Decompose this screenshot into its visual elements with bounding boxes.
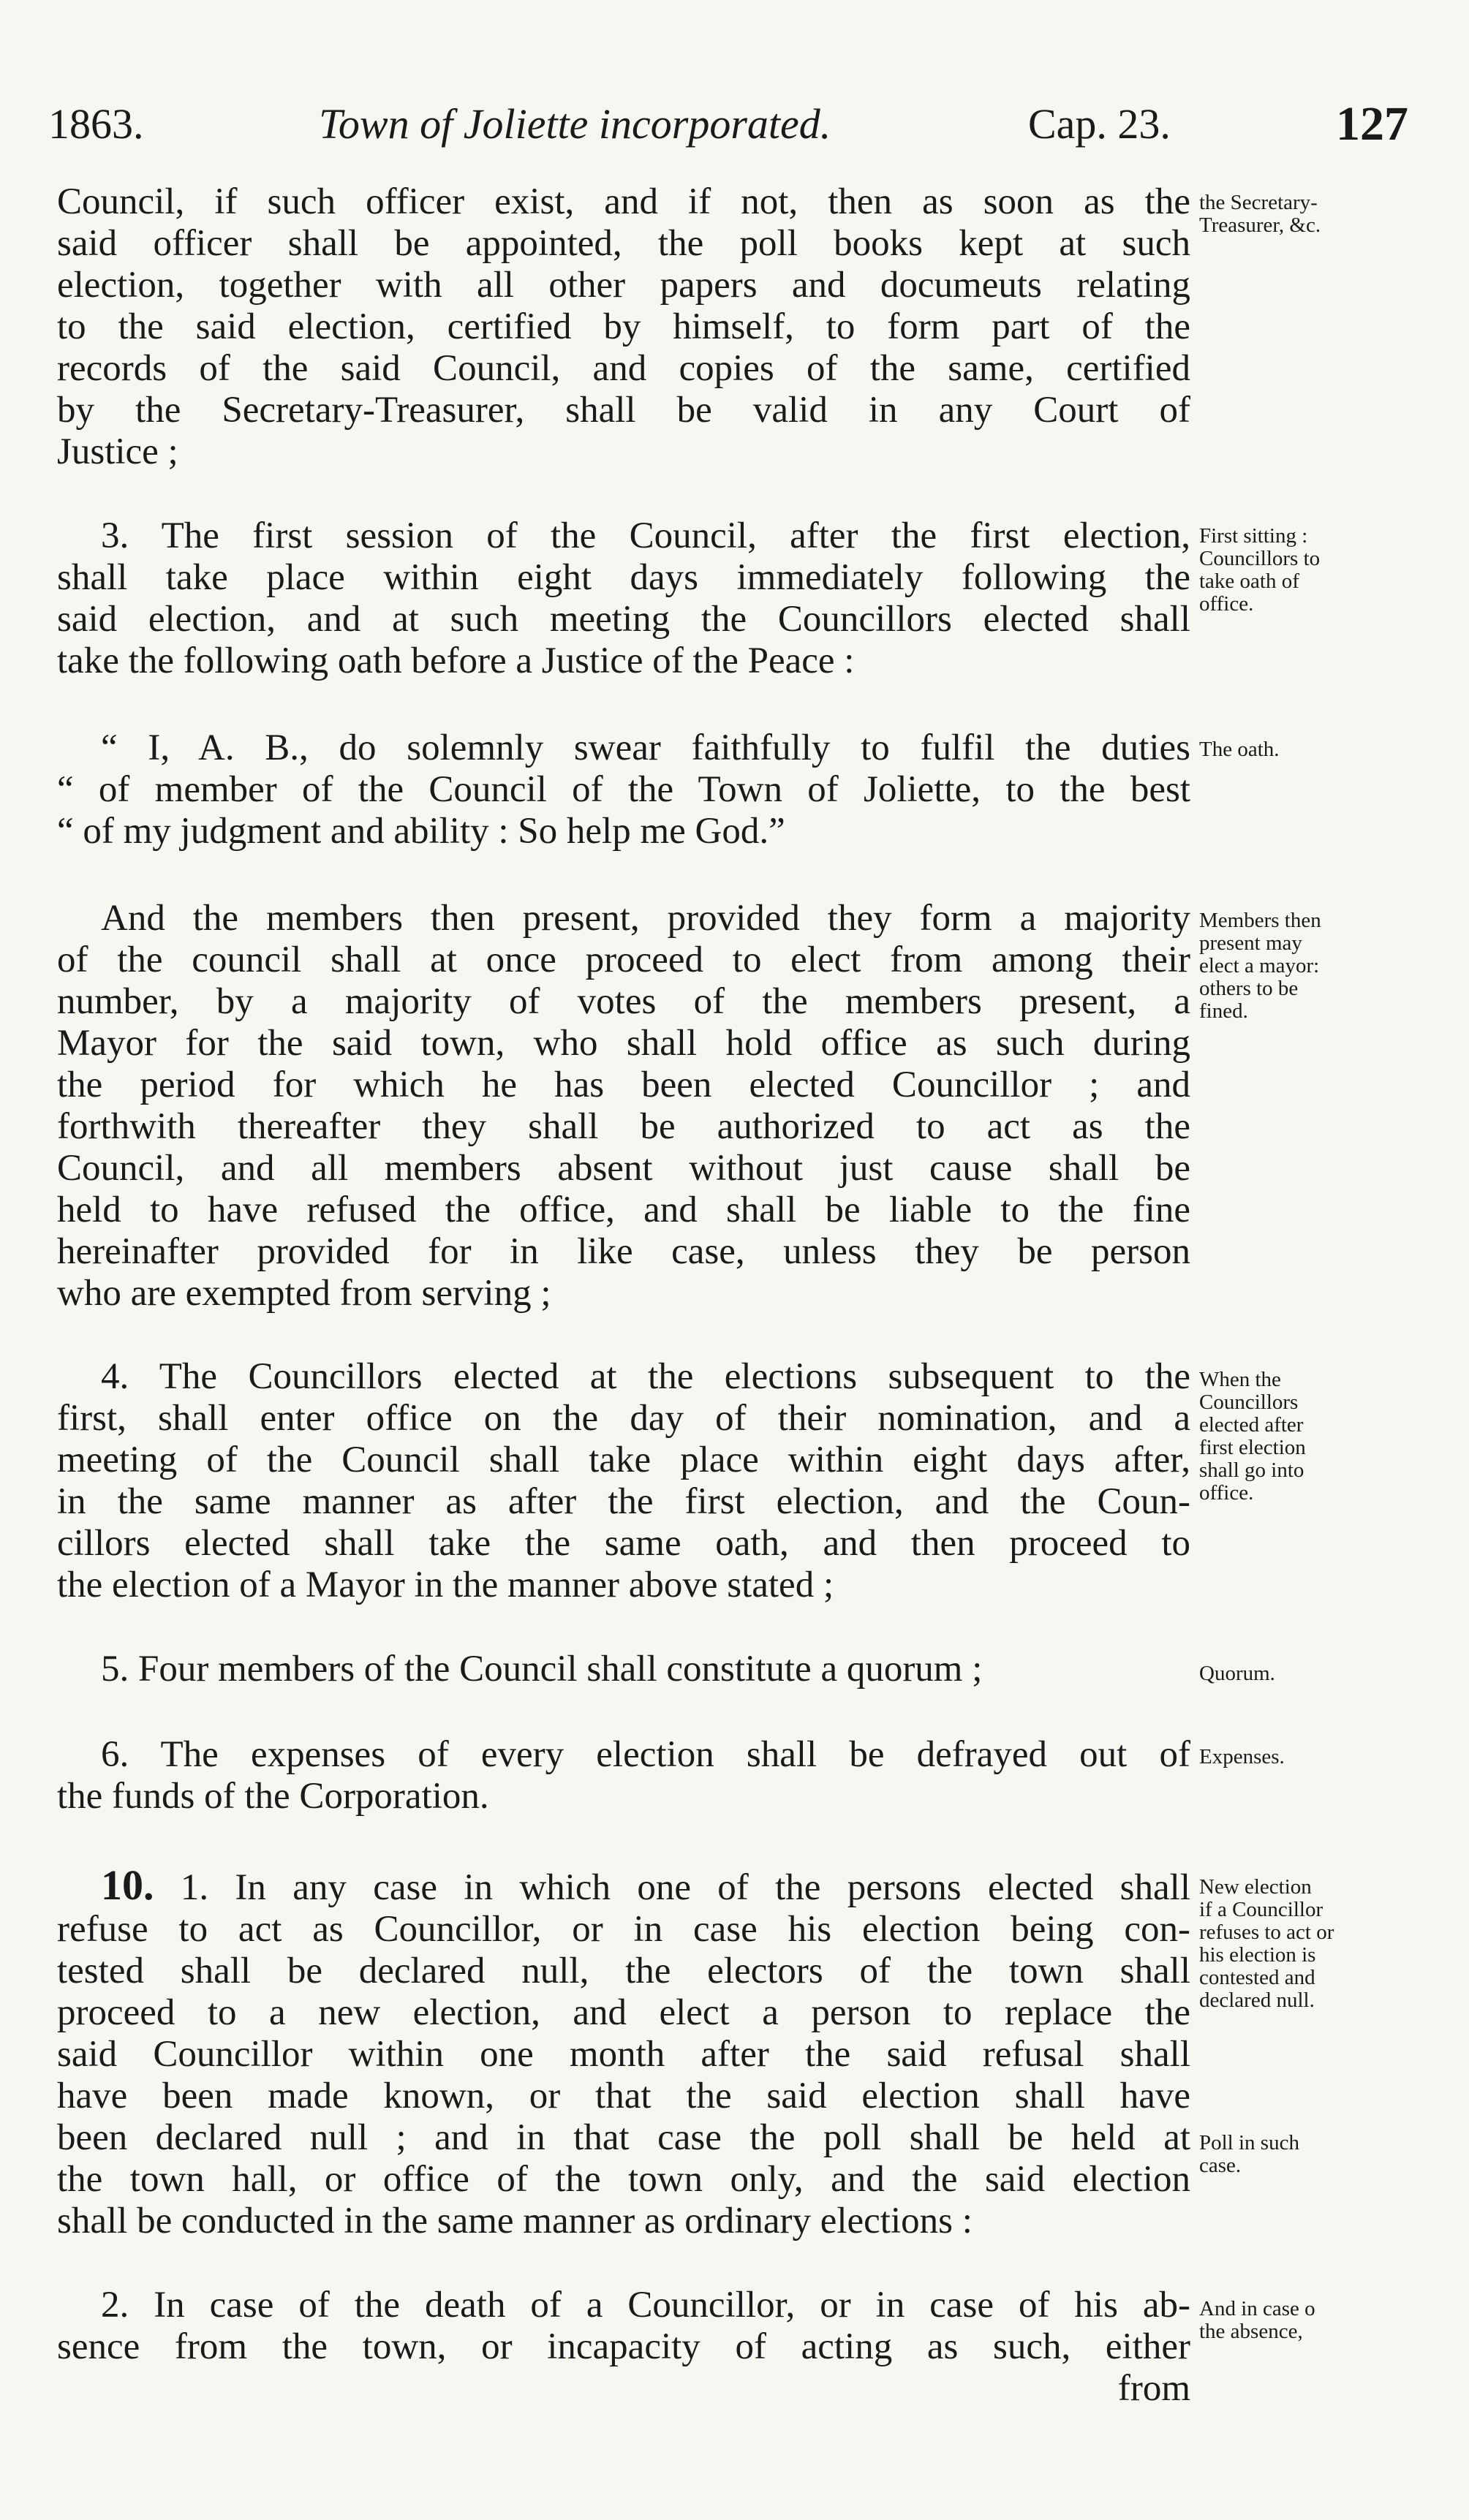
text-line: the funds of the Corporation. <box>57 1776 489 1817</box>
text-line: number, by a majority of votes of the members present, a <box>57 981 1190 1022</box>
paragraph-oath <box>57 727 1190 852</box>
text-line: said election, and at such meeting the Councillors elected shall <box>57 599 1190 640</box>
header-title: Town of Joliette incorporated. <box>319 100 831 148</box>
note-line: if a Councillor <box>1199 1898 1323 1921</box>
paragraph-section-3 <box>57 515 1190 682</box>
text-line: forthwith thereafter they shall be authorized to act as the <box>57 1106 1190 1147</box>
text-line: records of the said Council, and copies of the same, certified <box>57 348 1190 389</box>
note-line: contested and <box>1199 1966 1315 1989</box>
section-number: 10. <box>101 1861 154 1909</box>
paragraph-section-10 <box>57 1861 1190 2242</box>
note-line: First sitting : <box>1199 524 1308 548</box>
text-line: “ of my judgment and ability : So help me God.” <box>57 811 785 852</box>
paragraph-section-6 <box>57 1734 1190 1817</box>
text-line: “ of member of the Council of the Town of Joliette, to the best <box>57 769 1190 810</box>
note-line: declared null. <box>1199 1989 1315 2012</box>
note-line: present may <box>1199 931 1302 955</box>
header-year: 1863. <box>48 100 144 148</box>
paragraph-section-4 <box>57 1356 1190 1606</box>
text-line: 5. Four members of the Council shall constitute a quorum ; <box>101 1649 983 1690</box>
text-line: meeting of the Council shall take place within eight days after, <box>57 1439 1190 1480</box>
text-line: said Councillor within one month after the said refusal shall <box>57 2034 1190 2075</box>
text-line: been declared null ; and in that case the poll shall be held at <box>57 2117 1190 2158</box>
note-line: The oath. <box>1199 738 1280 761</box>
margin-note <box>1199 2298 1419 2343</box>
text-line: by the Secretary-Treasurer, shall be valid in any Court of <box>57 390 1190 431</box>
text-line: who are exempted from serving ; <box>57 1273 551 1314</box>
paragraph-members-present <box>57 898 1190 1314</box>
note-line: When the <box>1199 1368 1281 1391</box>
margin-note <box>1199 1369 1419 1505</box>
text-line: the election of a Mayor in the manner above stated ; <box>57 1564 834 1605</box>
margin-note <box>1199 1662 1419 1685</box>
header-chapter: Cap. 23. <box>1028 100 1171 148</box>
note-line: elected after <box>1199 1413 1304 1437</box>
text-line: sence from the town, or incapacity of acting as such, either <box>57 2326 1190 2367</box>
note-line: Treasurer, &c. <box>1199 213 1321 237</box>
text-line: 3. The first session of the Council, after the first election, <box>101 515 1190 556</box>
text-line: take the following oath before a Justice of the Peace : <box>57 640 855 681</box>
note-line: elect a mayor: <box>1199 954 1320 977</box>
text-line <box>57 1861 1190 1909</box>
note-line: first election <box>1199 1436 1306 1459</box>
margin-note <box>1199 1876 1419 2012</box>
note-line: office. <box>1199 1481 1254 1505</box>
margin-note <box>1199 525 1419 616</box>
note-line: Expenses. <box>1199 1745 1285 1768</box>
paragraph-continuation <box>57 181 1190 473</box>
text-line: shall be conducted in the same manner as ordinary elections : <box>57 2201 973 2241</box>
text-fragment: 1. In any case in which one of the persons elected shall <box>180 1867 1190 1908</box>
text-line: “ I, A. B., do solemnly swear faithfully to fulfil the duties <box>101 727 1190 768</box>
note-line: the Secretary- <box>1199 191 1318 214</box>
note-line: refuses to act or <box>1199 1921 1334 1944</box>
page-header <box>48 95 1408 154</box>
text-line: the town hall, or office of the town only, and the said election <box>57 2159 1190 2200</box>
text-line: And the members then present, provided they form a majority <box>101 898 1190 939</box>
text-line: first, shall enter office on the day of their nomination, and a <box>57 1398 1190 1439</box>
text-line: to the said election, certified by himself, to form part of the <box>57 306 1190 347</box>
text-line: from <box>1117 2368 1190 2409</box>
text-line: 2. In case of the death of a Councillor, or in case of his ab- <box>101 2285 1190 2326</box>
note-line: take oath of <box>1199 570 1299 593</box>
text-line: Justice ; <box>57 431 178 472</box>
text-line: 6. The expenses of every election shall be defrayed out of <box>101 1734 1190 1775</box>
note-line: fined. <box>1199 999 1248 1023</box>
text-line: have been made known, or that the said election shall have <box>57 2076 1190 2116</box>
margin-note <box>1199 909 1419 1023</box>
text-line: 4. The Councillors elected at the elections subsequent to the <box>101 1356 1190 1397</box>
margin-note <box>1199 192 1419 237</box>
note-line: shall go into <box>1199 1458 1304 1482</box>
text-line: in the same manner as after the first election, and the Coun- <box>57 1481 1190 1522</box>
margin-note <box>1199 1746 1419 1768</box>
text-line: shall take place within eight days immediately following the <box>57 557 1190 598</box>
paragraph-section-5 <box>57 1649 1190 1690</box>
note-line: case. <box>1199 2154 1242 2177</box>
text-line: Mayor for the said town, who shall hold office as such during <box>57 1023 1190 1064</box>
margin-note <box>1199 738 1419 761</box>
note-line: Councillors <box>1199 1390 1299 1414</box>
note-line: Councillors to <box>1199 547 1321 570</box>
note-line: Poll in such <box>1199 2131 1299 2154</box>
note-line: New election <box>1199 1875 1312 1899</box>
text-line: the period for which he has been elected Councillor ; and <box>57 1064 1190 1105</box>
note-line: Members then <box>1199 909 1321 932</box>
note-line: And in case o <box>1199 2297 1315 2320</box>
text-line: cillors elected shall take the same oath, and then proceed to <box>57 1523 1190 1564</box>
text-line: tested shall be declared null, the electors of the town shall <box>57 1950 1190 1991</box>
text-line: election, together with all other papers and documeuts relating <box>57 265 1190 306</box>
text-line: held to have refused the office, and shall be liable to the fine <box>57 1189 1190 1230</box>
text-line: Council, and all members absent without just cause shall be <box>57 1148 1190 1189</box>
text-line: refuse to act as Councillor, or in case his election being con- <box>57 1909 1190 1950</box>
note-line: office. <box>1199 592 1254 616</box>
text-line: proceed to a new election, and elect a person to replace the <box>57 1992 1190 2033</box>
paragraph-section-10-2 <box>57 2285 1190 2410</box>
margin-note <box>1199 2132 1419 2177</box>
text-line: Council, if such officer exist, and if not, then as soon as the <box>57 181 1190 222</box>
text-line: hereinafter provided for in like case, unless they be person <box>57 1231 1190 1272</box>
note-line: the absence, <box>1199 2320 1303 2343</box>
text-line: said officer shall be appointed, the poll books kept at such <box>57 223 1190 264</box>
note-line: others to be <box>1199 977 1299 1000</box>
page-number: 127 <box>1336 97 1408 151</box>
note-line: Quorum. <box>1199 1662 1275 1685</box>
note-line: his election is <box>1199 1943 1316 1967</box>
text-line: of the council shall at once proceed to elect from among their <box>57 939 1190 980</box>
